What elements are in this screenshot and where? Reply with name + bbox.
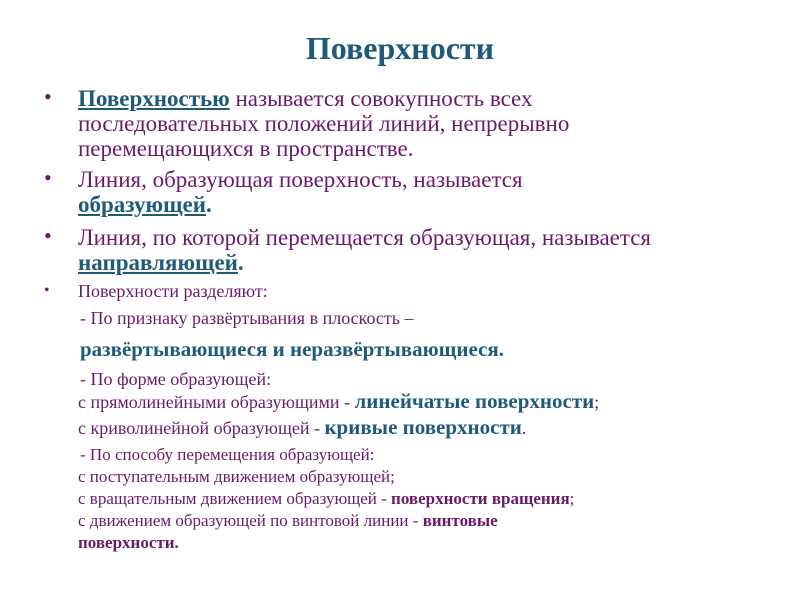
ruled-surfaces-term: линейчатые поверхности xyxy=(354,389,595,413)
term-directrix: направляющей xyxy=(78,250,238,275)
term-generatrix: образующей xyxy=(78,192,207,217)
translational-motion-line: с поступательным движением образующей; xyxy=(78,467,395,486)
rotational-motion-prefix: с вращательным движением образующей - xyxy=(78,489,392,508)
helical-surfaces-term-line-2: поверхности. xyxy=(78,533,179,552)
bullet-marker: • xyxy=(44,223,52,248)
helical-surfaces-term: винтовые xyxy=(422,511,498,530)
bullet-marker: • xyxy=(44,282,50,299)
helical-motion-prefix: с движением образующей по винтовой линии - xyxy=(78,511,423,530)
slide-title: Поверхности xyxy=(305,30,495,66)
bullet-marker: • xyxy=(44,84,52,109)
development-types-tail: . xyxy=(498,337,505,361)
generatrix-tail: . xyxy=(206,192,212,217)
curved-surfaces-term: кривые поверхности xyxy=(324,415,522,439)
term-surface: Поверхностью xyxy=(78,86,230,111)
surface-definition-text: называется совокупность всех xyxy=(229,86,533,111)
helical-motion-line xyxy=(78,510,498,532)
straight-generatrix-prefix: с прямолинейными образующими - xyxy=(78,392,355,412)
bullet-surface-line-2: последовательных положений линий, непрерывно xyxy=(78,111,570,136)
curved-generatrix-line xyxy=(78,416,526,439)
rotational-motion-line xyxy=(78,488,574,510)
bullet-directrix-line-2 xyxy=(78,250,244,275)
development-types-line xyxy=(80,336,504,362)
surfaces-of-revolution-term: поверхности вращения xyxy=(391,489,570,508)
straight-generatrix-line xyxy=(78,390,599,413)
by-motion-label: - По способу перемещения образующей: xyxy=(80,445,375,464)
by-generatrix-label: - По форме образующей: xyxy=(80,369,272,389)
by-development-label: - По признаку развёртывания в плоскость – xyxy=(80,308,414,328)
rotational-motion-tail: ; xyxy=(569,489,575,508)
bullet-surface-line-1 xyxy=(78,86,532,111)
classification-heading: Поверхности разделяют: xyxy=(78,281,268,301)
curved-generatrix-prefix: с криволинейной образующей - xyxy=(78,418,325,438)
bullet-surface-line-3: перемещающихся в пространстве. xyxy=(78,136,414,161)
straight-generatrix-tail: ; xyxy=(594,392,600,412)
bullet-generatrix-line-2 xyxy=(78,192,212,217)
bullet-generatrix-line-1: Линия, образующая поверхность, называется xyxy=(78,167,523,192)
bullet-marker: • xyxy=(44,165,52,190)
bullet-directrix-line-1: Линия, по которой перемещается образующая, называется xyxy=(78,225,652,250)
development-types-term: развёртывающиеся и неразвёртывающиеся xyxy=(80,337,499,361)
curved-generatrix-tail: . xyxy=(521,418,527,438)
directrix-tail: . xyxy=(237,250,244,275)
